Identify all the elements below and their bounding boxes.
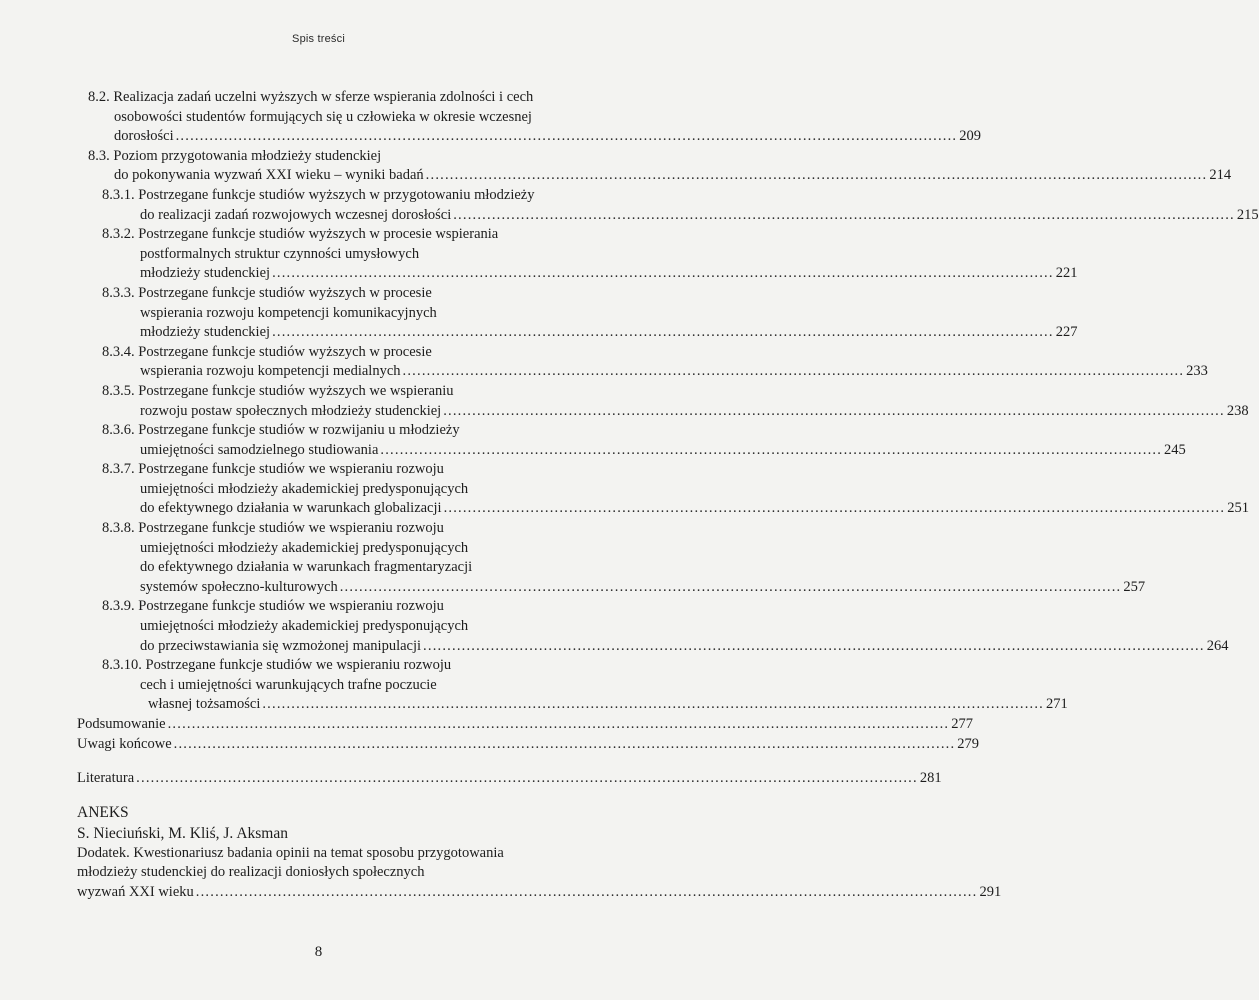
toc-page-number: 233 <box>1186 363 1208 380</box>
toc-line: wyzwań XXI wieku <box>77 883 194 900</box>
toc-line: 8.3.2. Postrzegane funkcje studiów wyższych w procesie wspierania <box>102 226 499 243</box>
dot-leader: .................................................................................................................................................................. <box>339 578 1122 595</box>
toc-page-number: 214 <box>1209 167 1232 184</box>
toc-page-number: 209 <box>959 128 982 145</box>
toc-page-number: 257 <box>1123 578 1146 595</box>
toc-entry-annex-appendix[interactable] <box>0 844 1002 903</box>
spacer <box>0 789 637 802</box>
toc-page-number: 221 <box>1055 265 1078 282</box>
toc-entry-literature[interactable] <box>0 769 942 789</box>
toc-page-number: 291 <box>979 883 1002 900</box>
toc-line: umiejętności młodzieży akademickiej predysponujących <box>140 480 469 497</box>
toc-entry-8-3-1[interactable] <box>0 186 1259 225</box>
toc-line: Literatura <box>77 770 135 787</box>
toc-page-number: 281 <box>919 770 942 787</box>
toc-line: 8.3.5. Postrzegane funkcje studiów wyższych we wspieraniu <box>102 382 454 399</box>
annex-authors: S. Nieciuński, M. Kliś, J. Aksman <box>77 824 288 842</box>
toc-page-number: 245 <box>1164 441 1186 458</box>
toc-page-number: 279 <box>957 735 980 752</box>
toc-line: do efektywnego działania w warunkach fragmentaryzacji <box>140 559 473 576</box>
dot-leader: .................................................................................................................................................................. <box>402 363 1185 380</box>
toc-line: umiejętności samodzielnego studiowania <box>140 441 379 458</box>
toc-entry-8-3-7[interactable] <box>0 460 1249 519</box>
toc-line: umiejętności młodzieży akademickiej predysponujących <box>140 539 469 556</box>
toc-line: do przeciwstawiania się wzmożonej manipulacji <box>140 637 422 654</box>
toc-line: cech i umiejętności warunkujących trafne poczucie <box>140 676 437 693</box>
toc-line: 8.3.3. Postrzegane funkcje studiów wyższych w procesie <box>102 284 432 301</box>
toc-entry-8-3-2[interactable] <box>0 225 1078 284</box>
dot-leader: .................................................................................................................................................................. <box>272 324 1054 341</box>
toc-entry-8-3-9[interactable] <box>0 597 1229 656</box>
dot-leader: .................................................................................................................................................................. <box>423 637 1205 654</box>
dot-leader: .................................................................................................................................................................. <box>136 770 918 787</box>
toc-line: 8.3. Poziom przygotowania młodzieży studenckiej <box>88 147 382 164</box>
toc-entry-8-3-10[interactable] <box>0 656 1068 715</box>
toc-line: 8.3.6. Postrzegane funkcje studiów w rozwijaniu u młodzieży <box>102 422 460 439</box>
toc-line: młodzieży studenckiej do realizacji doniosłych społecznych <box>77 864 425 881</box>
toc-line: 8.3.10. Postrzegane funkcje studiów we wspieraniu rozwoju <box>102 657 452 674</box>
dot-leader: .................................................................................................................................................................. <box>380 441 1163 458</box>
toc-line: dorosłości <box>114 128 174 145</box>
toc-line: własnej tożsamości <box>148 696 261 713</box>
toc-line: Podsumowanie <box>77 716 166 732</box>
page-number: 8 <box>314 944 323 960</box>
annex-title: ANEKS <box>77 803 129 821</box>
toc-line: wspierania rozwoju kompetencji medialnych <box>140 363 401 380</box>
toc-line: 8.3.9. Postrzegane funkcje studiów we wspieraniu rozwoju <box>102 598 444 615</box>
toc-entry-8-3-5[interactable] <box>0 382 1249 421</box>
toc-line: 8.3.1. Postrzegane funkcje studiów wyższych w przygotowaniu młodzieży <box>102 186 535 203</box>
dot-leader: .................................................................................................................................................................. <box>175 128 958 145</box>
toc-line: umiejętności młodzieży akademickiej predysponujących <box>140 618 469 635</box>
toc-line: wspierania rozwoju kompetencji komunikacyjnych <box>140 304 437 321</box>
dot-leader: .................................................................................................................................................................. <box>195 883 978 900</box>
toc-line: młodzieży studenckiej <box>140 324 271 341</box>
toc-line: 8.3.4. Postrzegane funkcje studiów wyższych w procesie <box>102 343 432 360</box>
toc-page-number: 264 <box>1206 637 1229 654</box>
dot-leader: .................................................................................................................................................................. <box>443 402 1225 419</box>
toc-line: systemów społeczno-kulturowych <box>140 578 338 595</box>
toc-line: do pokonywania wyzwań XXI wieku – wyniki badań <box>114 167 424 184</box>
dot-leader: .................................................................................................................................................................. <box>173 735 956 752</box>
toc-line: do realizacji zadań rozwojowych wczesnej dorosłości <box>140 206 452 223</box>
toc-line: rozwoju postaw społecznych młodzieży studenckiej <box>140 402 442 419</box>
toc-line: Uwagi końcowe <box>77 735 172 752</box>
toc-line: 8.3.8. Postrzegane funkcje studiów we wspieraniu rozwoju <box>102 520 444 537</box>
table-of-contents <box>0 88 1259 903</box>
toc-line: młodzieży studenckiej <box>140 265 271 282</box>
toc-line: 8.3.7. Postrzegane funkcje studiów we wspieraniu rozwoju <box>102 461 444 478</box>
toc-entry-8-3[interactable] <box>0 147 1232 186</box>
toc-entry-8-3-8[interactable] <box>0 519 1146 597</box>
toc-line: postformalnych struktur czynności umysłowych <box>140 245 420 262</box>
dot-leader: .................................................................................................................................................................. <box>443 500 1226 517</box>
toc-line: Dodatek. Kwestionariusz badania opinii na temat sposobu przygotowania <box>77 844 504 861</box>
toc-page-number: 227 <box>1055 324 1078 341</box>
toc-page-number: 238 <box>1226 402 1249 419</box>
toc-entry-8-2[interactable] <box>0 88 982 147</box>
dot-leader: .................................................................................................................................................................. <box>272 265 1054 282</box>
dot-leader: .................................................................................................................................................................. <box>425 167 1208 184</box>
toc-line: osobowości studentów formujących się u człowieka w okresie wczesnej <box>114 108 532 125</box>
dot-leader: .................................................................................................................................................................. <box>167 716 950 732</box>
toc-line: 8.2. Realizacja zadań uczelni wyższych w sferze wspierania zdolności i cech <box>88 89 534 105</box>
toc-entry-8-3-6[interactable] <box>0 421 1186 460</box>
running-header: Spis treści <box>292 33 345 45</box>
toc-page-number: 215 <box>1236 206 1259 223</box>
toc-entry-final-remarks[interactable] <box>0 735 980 755</box>
toc-line: do efektywnego działania w warunkach globalizacji <box>140 500 442 517</box>
toc-page-number: 251 <box>1227 500 1249 517</box>
toc-entry-8-3-4[interactable] <box>0 343 1208 382</box>
toc-entry-summary[interactable] <box>0 715 974 735</box>
toc-page-number: 271 <box>1046 696 1068 713</box>
dot-leader: .................................................................................................................................................................. <box>262 696 1045 713</box>
spacer <box>0 754 637 769</box>
toc-entry-8-3-3[interactable] <box>0 284 1078 343</box>
dot-leader: .................................................................................................................................................................. <box>453 206 1235 223</box>
toc-page-number: 277 <box>951 716 974 732</box>
